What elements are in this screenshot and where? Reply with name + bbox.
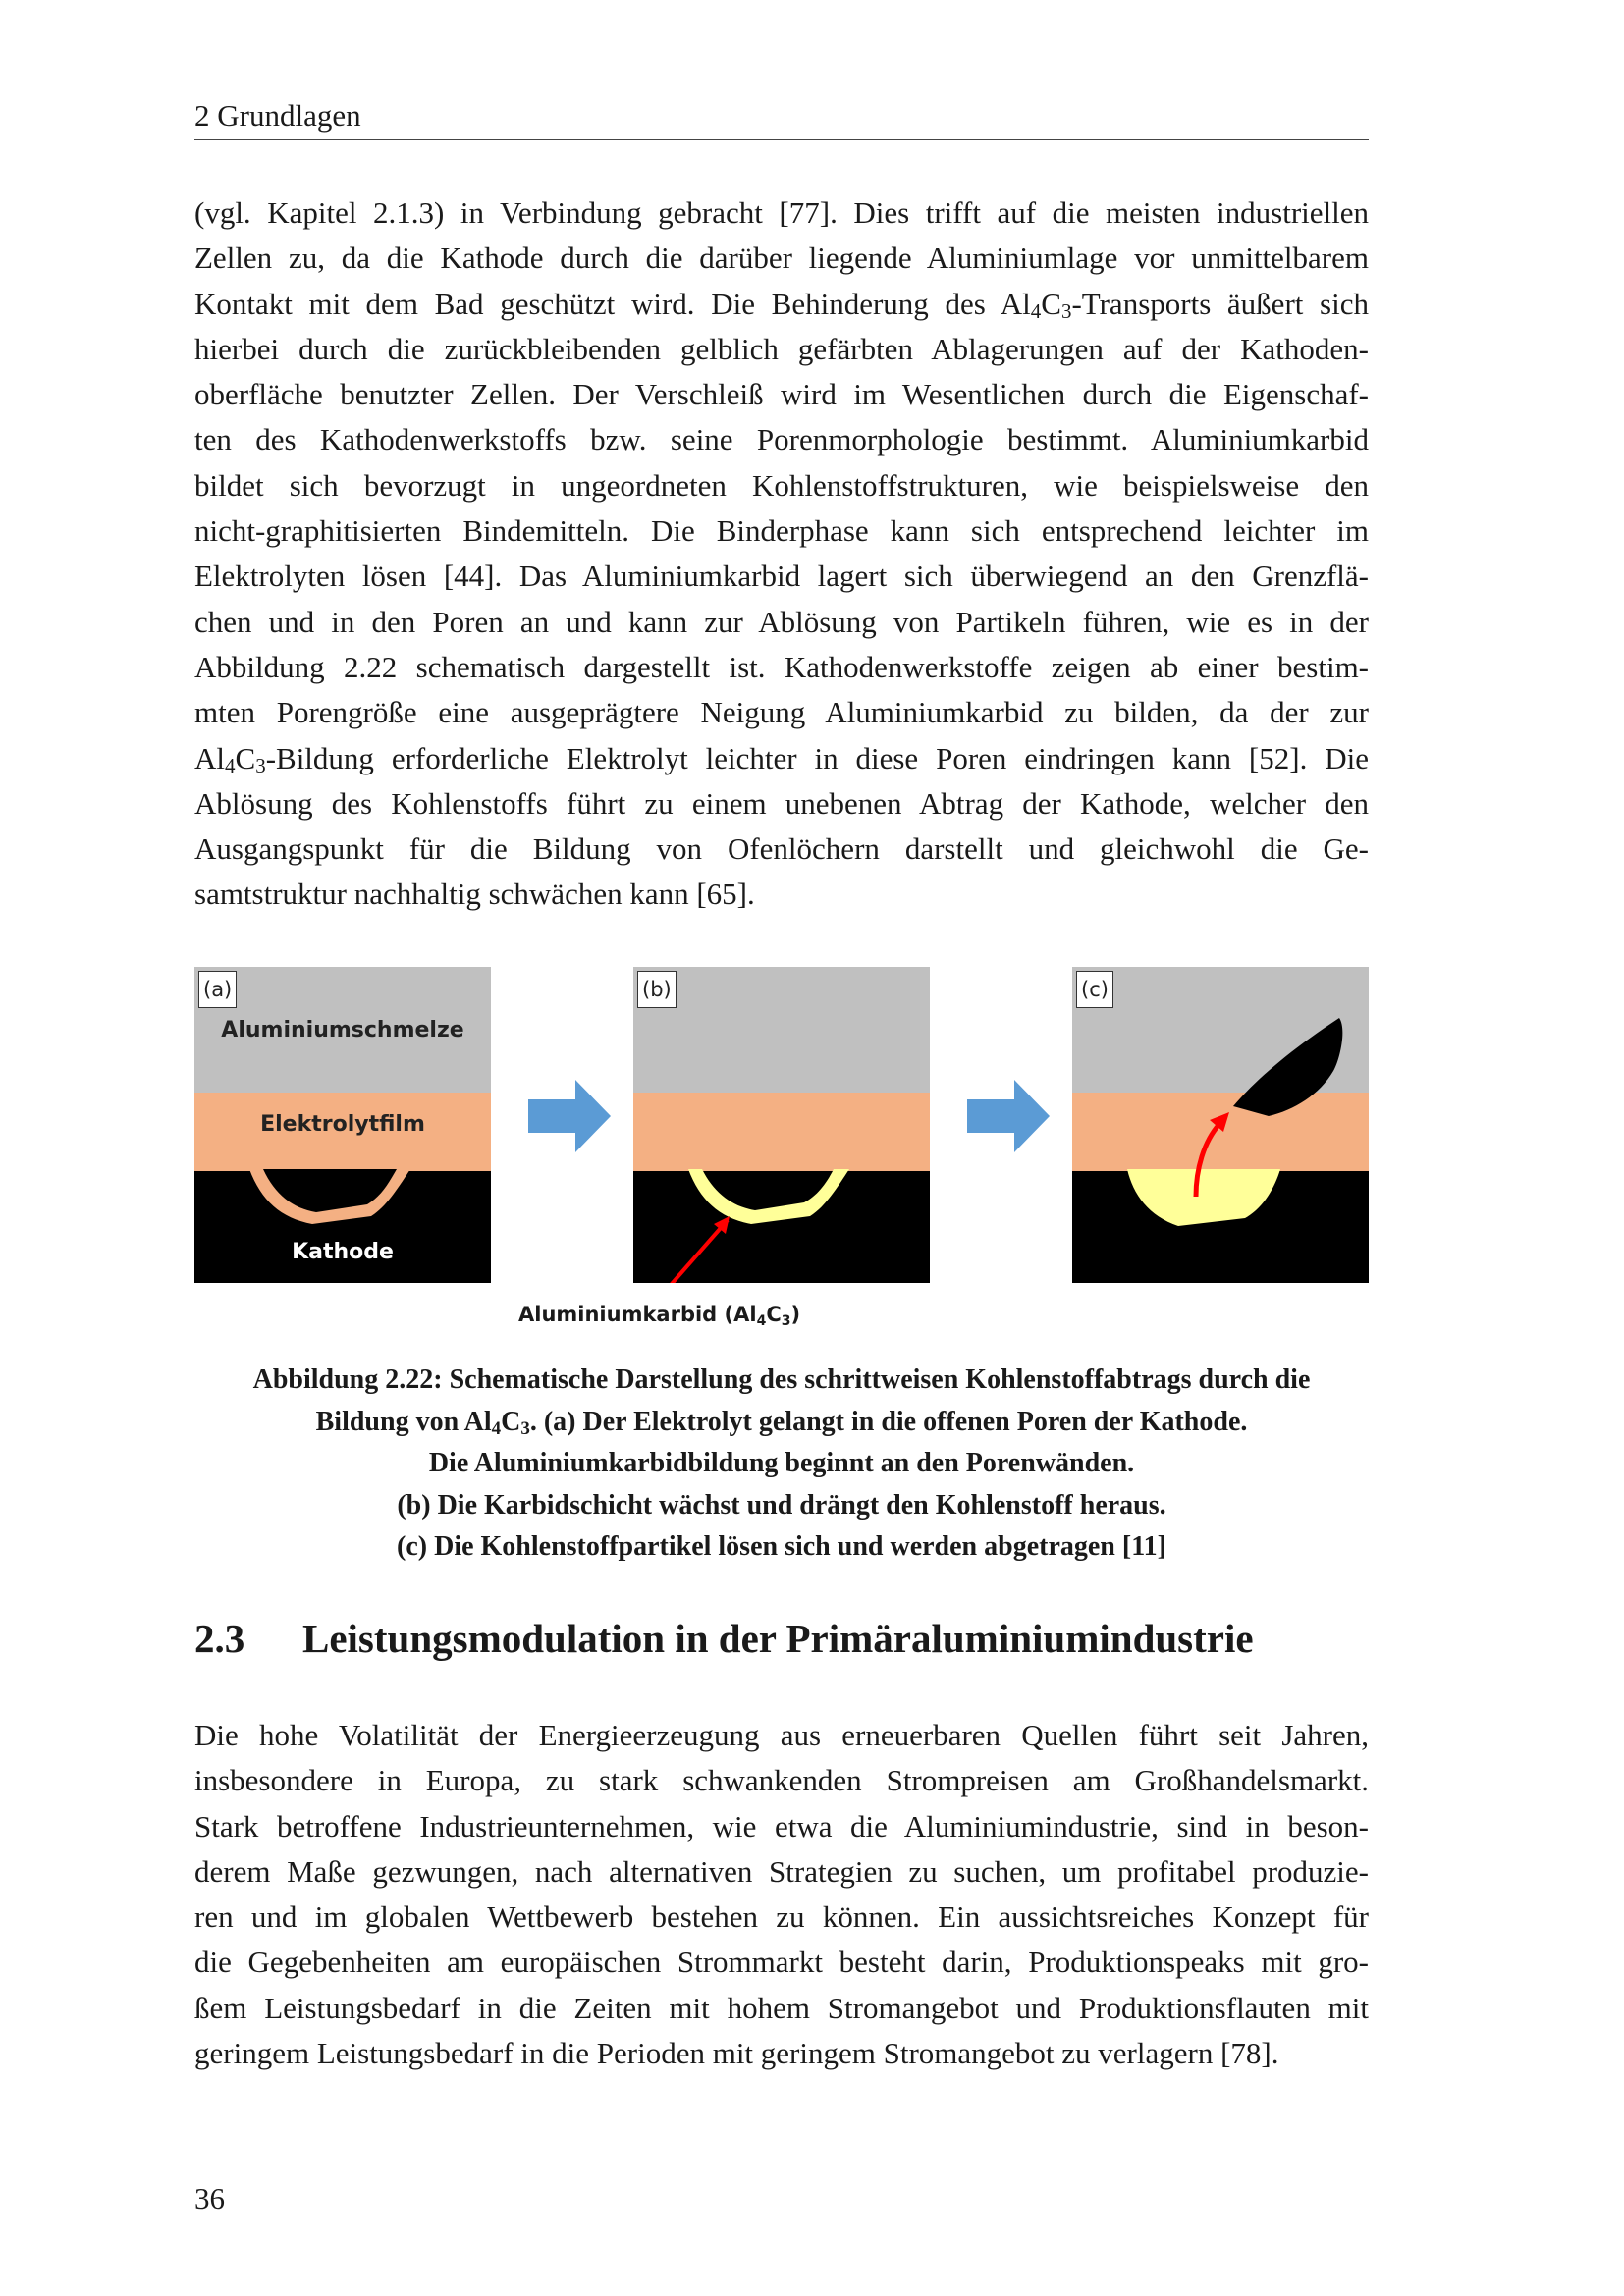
panel-tag-c: (c): [1076, 971, 1113, 1008]
text-line: Ausgangspunkt für die Bildung von Ofenlöchern darstellt und gleichwohl die Ge-: [194, 831, 1369, 867]
body-paragraph-2: [194, 1713, 1369, 2076]
caption-line: Die Aluminiumkarbidbildung beginnt an den Porenwänden.: [428, 1448, 1135, 1478]
label-aluminium-melt: Aluminiumschmelze: [221, 1018, 464, 1042]
text-line: derem Maße gezwungen, nach alternativen Strategien zu suchen, um profitabel produzie-: [194, 1853, 1369, 1889]
text-line: geringem Leistungsbedarf in die Perioden mit geringem Stromangebot zu verlagern [78].: [194, 2036, 1279, 2071]
text-line: samtstruktur nachhaltig schwächen kann [65].: [194, 877, 755, 912]
text-line: mten Porengröße eine ausgeprägtere Neigung Aluminiumkarbid zu bilden, da der zur: [194, 695, 1369, 730]
label-cathode: Kathode: [292, 1240, 394, 1264]
cathode-layer: [633, 1171, 930, 1283]
panel-tag-b: (b): [637, 971, 677, 1008]
figure-caption: [194, 1360, 1369, 1569]
caption-line: Abbildung 2.22: Schematische Darstellung des schrittweisen Kohlenstoffabtrags durch die: [252, 1364, 1311, 1395]
text-line: bildet sich bevorzugt in ungeordneten Kohlenstoffstrukturen, wie beispielsweise den: [194, 467, 1369, 503]
caption-line: Bildung von $Al_4C_3$. (a) Der Elektrolyt gelangt in die offenen Poren der Kathode.: [315, 1406, 1248, 1439]
electrolyte-layer: [633, 1093, 930, 1171]
step-arrow-2: [967, 1080, 1050, 1152]
text-line: Al4C3-Bildung erforderliche Elektrolyt leichter in diese Poren eindringen kann [52]. Die: [194, 740, 1369, 777]
text-line: Abbildung 2.22 schematisch dargestellt ist. Kathodenwerkstoffe zeigen ab einer bestim-: [194, 649, 1369, 684]
section-number: 2.3: [194, 1616, 245, 1661]
text-line: Die hohe Volatilität der Energieerzeugung aus erneuerbaren Quellen führt seit Jahren,: [194, 1718, 1369, 1752]
text-line: nicht-graphitisierten Bindemitteln. Die Binderphase kann sich entsprechend leichter im: [194, 513, 1369, 549]
text-line: Kontakt mit dem Bad geschützt wird. Die Behinderung des Al4C3-Transports äußert sich: [194, 286, 1369, 323]
aluminium-layer: [633, 967, 930, 1093]
section-heading: [194, 1615, 1254, 1662]
carbide-callout-label: Aluminiumkarbid $(Al_4C_3)$: [518, 1303, 801, 1329]
step-arrow-1: [528, 1080, 611, 1152]
page-number: 36: [194, 2181, 225, 2216]
figure-panel-b: [633, 967, 930, 1283]
caption-line: (c) Die Kohlenstoffpartikel lösen sich und werden abgetragen [11]: [397, 1531, 1166, 1562]
text-line: (vgl. Kapitel 2.1.3) in Verbindung gebracht [77]. Dies trifft auf die meisten industriellen: [194, 195, 1369, 230]
text-line: die Gegebenheiten am europäischen Strommarkt besteht darin, Produktionspeaks mit gro-: [194, 1945, 1369, 1980]
text-line: chen und in den Poren an und kann zur Ablösung von Partikeln führen, wie es in der: [194, 604, 1369, 639]
text-line: ren und im globalen Wettbewerb bestehen zu können. Ein aussichtsreiches Konzept für: [194, 1899, 1369, 1935]
panel-tag-a: (a): [198, 971, 237, 1008]
text-line: ßem Leistungsbedarf in die Zeiten mit hohem Stromangebot und Produktionsflauten mit: [194, 1990, 1369, 2025]
panel-c-drawing: [1072, 967, 1369, 1283]
text-line: Stark betroffene Industrieunternehmen, wie etwa die Aluminiumindustrie, sind in beson-: [194, 1808, 1369, 1843]
text-line: Ablösung des Kohlenstoffs führt zu einem unebenen Abtrag der Kathode, welcher den: [194, 785, 1369, 821]
electrolyte-layer: [1072, 1093, 1369, 1171]
figure-2-22: [194, 967, 1369, 1340]
text-line: Elektrolyten lösen [44]. Das Aluminiumkarbid lagert sich überwiegend an den Grenzflä-: [194, 559, 1369, 594]
label-electrolyte-film: Elektrolytfilm: [260, 1112, 425, 1137]
body-paragraph-1: [194, 190, 1369, 918]
text-line: hierbei durch die zurückbleibenden gelblich gefärbten Ablagerungen auf der Kathoden-: [194, 331, 1369, 366]
figure-panel-a: [194, 967, 491, 1283]
panel-b-drawing: [633, 967, 930, 1283]
section-title: Leistungsmodulation in der Primäraluminiumindustrie: [302, 1616, 1254, 1661]
figure-panel-c: [1072, 967, 1369, 1283]
text-line: insbesondere in Europa, zu stark schwankenden Strompreisen am Großhandelsmarkt.: [194, 1763, 1369, 1798]
text-line: Zellen zu, da die Kathode durch die darüber liegende Aluminiumlage vor unmittelbarem: [194, 240, 1369, 276]
running-header: 2 Grundlagen: [194, 98, 361, 133]
text-line: oberfläche benutzter Zellen. Der Verschleiß wird im Wesentlichen durch die Eigenschaf-: [194, 377, 1369, 412]
caption-line: (b) Die Karbidschicht wächst und drängt den Kohlenstoff heraus.: [397, 1489, 1166, 1521]
header-rule: [194, 139, 1369, 140]
text-line: ten des Kathodenwerkstoffs bzw. seine Porenmorphologie bestimmt. Aluminiumkarbid: [194, 422, 1369, 457]
